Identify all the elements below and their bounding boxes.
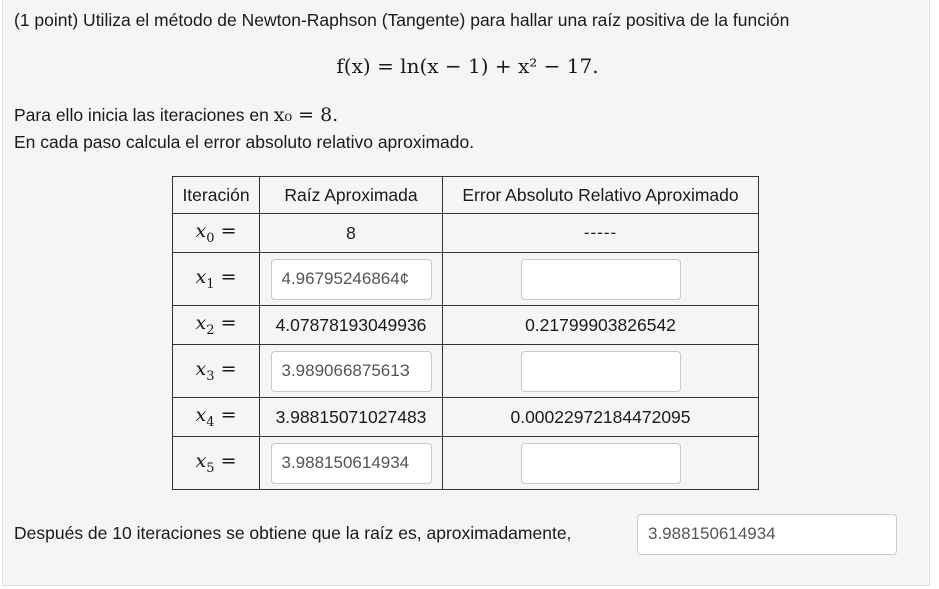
start-value: x₀ = 8. — [273, 104, 339, 126]
final-answer-text: Después de 10 iteraciones se obtiene que la raíz es, aproximadamente, — [14, 523, 572, 543]
root-value: 8 — [260, 214, 443, 253]
root-value: 3.98815071027483 — [260, 398, 443, 437]
iteration-label: $x_1$ = — [173, 253, 260, 306]
equation-lhs: f(x) — [336, 54, 371, 78]
start-text: Para ello inicia las iteraciones en — [14, 105, 269, 125]
function-equation — [0, 54, 935, 78]
iteration-label: $x_4$ = — [173, 398, 260, 437]
root-value: 4.07878193049936 — [260, 306, 443, 345]
header-root: Raíz Aproximada — [260, 177, 443, 214]
table-row — [173, 437, 759, 490]
error-input-x3[interactable] — [521, 351, 681, 392]
iteration-table — [172, 176, 759, 490]
error-input-x5[interactable] — [521, 443, 681, 484]
iteration-label: $x_3$ = — [173, 345, 260, 398]
error-value: ----- — [443, 214, 759, 253]
root-input-x3[interactable]: 3.98906687561З — [271, 351, 432, 392]
table-row — [173, 306, 759, 345]
table-row — [173, 253, 759, 306]
root-input-x5[interactable]: 3.988150614934 — [271, 443, 432, 484]
root-input-x1[interactable]: 4.96795246864¢ — [271, 259, 432, 300]
iteration-label: $x_5$ = — [173, 437, 260, 490]
equation-rhs: = ln(x − 1) + x² − 17. — [377, 54, 599, 78]
table-row — [173, 214, 759, 253]
table-row — [173, 398, 759, 437]
table-row — [173, 345, 759, 398]
error-input-x1[interactable] — [521, 259, 681, 300]
table-header-row — [173, 177, 759, 214]
iteration-label: $x_2$ = — [173, 306, 260, 345]
error-value: 0.21799903826542 — [443, 306, 759, 345]
header-iteration: Iteración — [173, 177, 260, 214]
iteration-label: $x_0$ = — [173, 214, 260, 253]
problem-intro: (1 point) Utiliza el método de Newton-Raphson (Tangente) para hallar una raíz positiva de la función — [14, 10, 790, 30]
error-value: 0.00022972184472095 — [443, 398, 759, 437]
final-answer-input[interactable]: 3.988150614934 — [637, 514, 897, 555]
error-instruction: En cada paso calcula el error absoluto relativo aproximado. — [14, 132, 475, 152]
header-error: Error Absoluto Relativo Aproximado — [443, 177, 759, 214]
start-line — [14, 104, 338, 126]
